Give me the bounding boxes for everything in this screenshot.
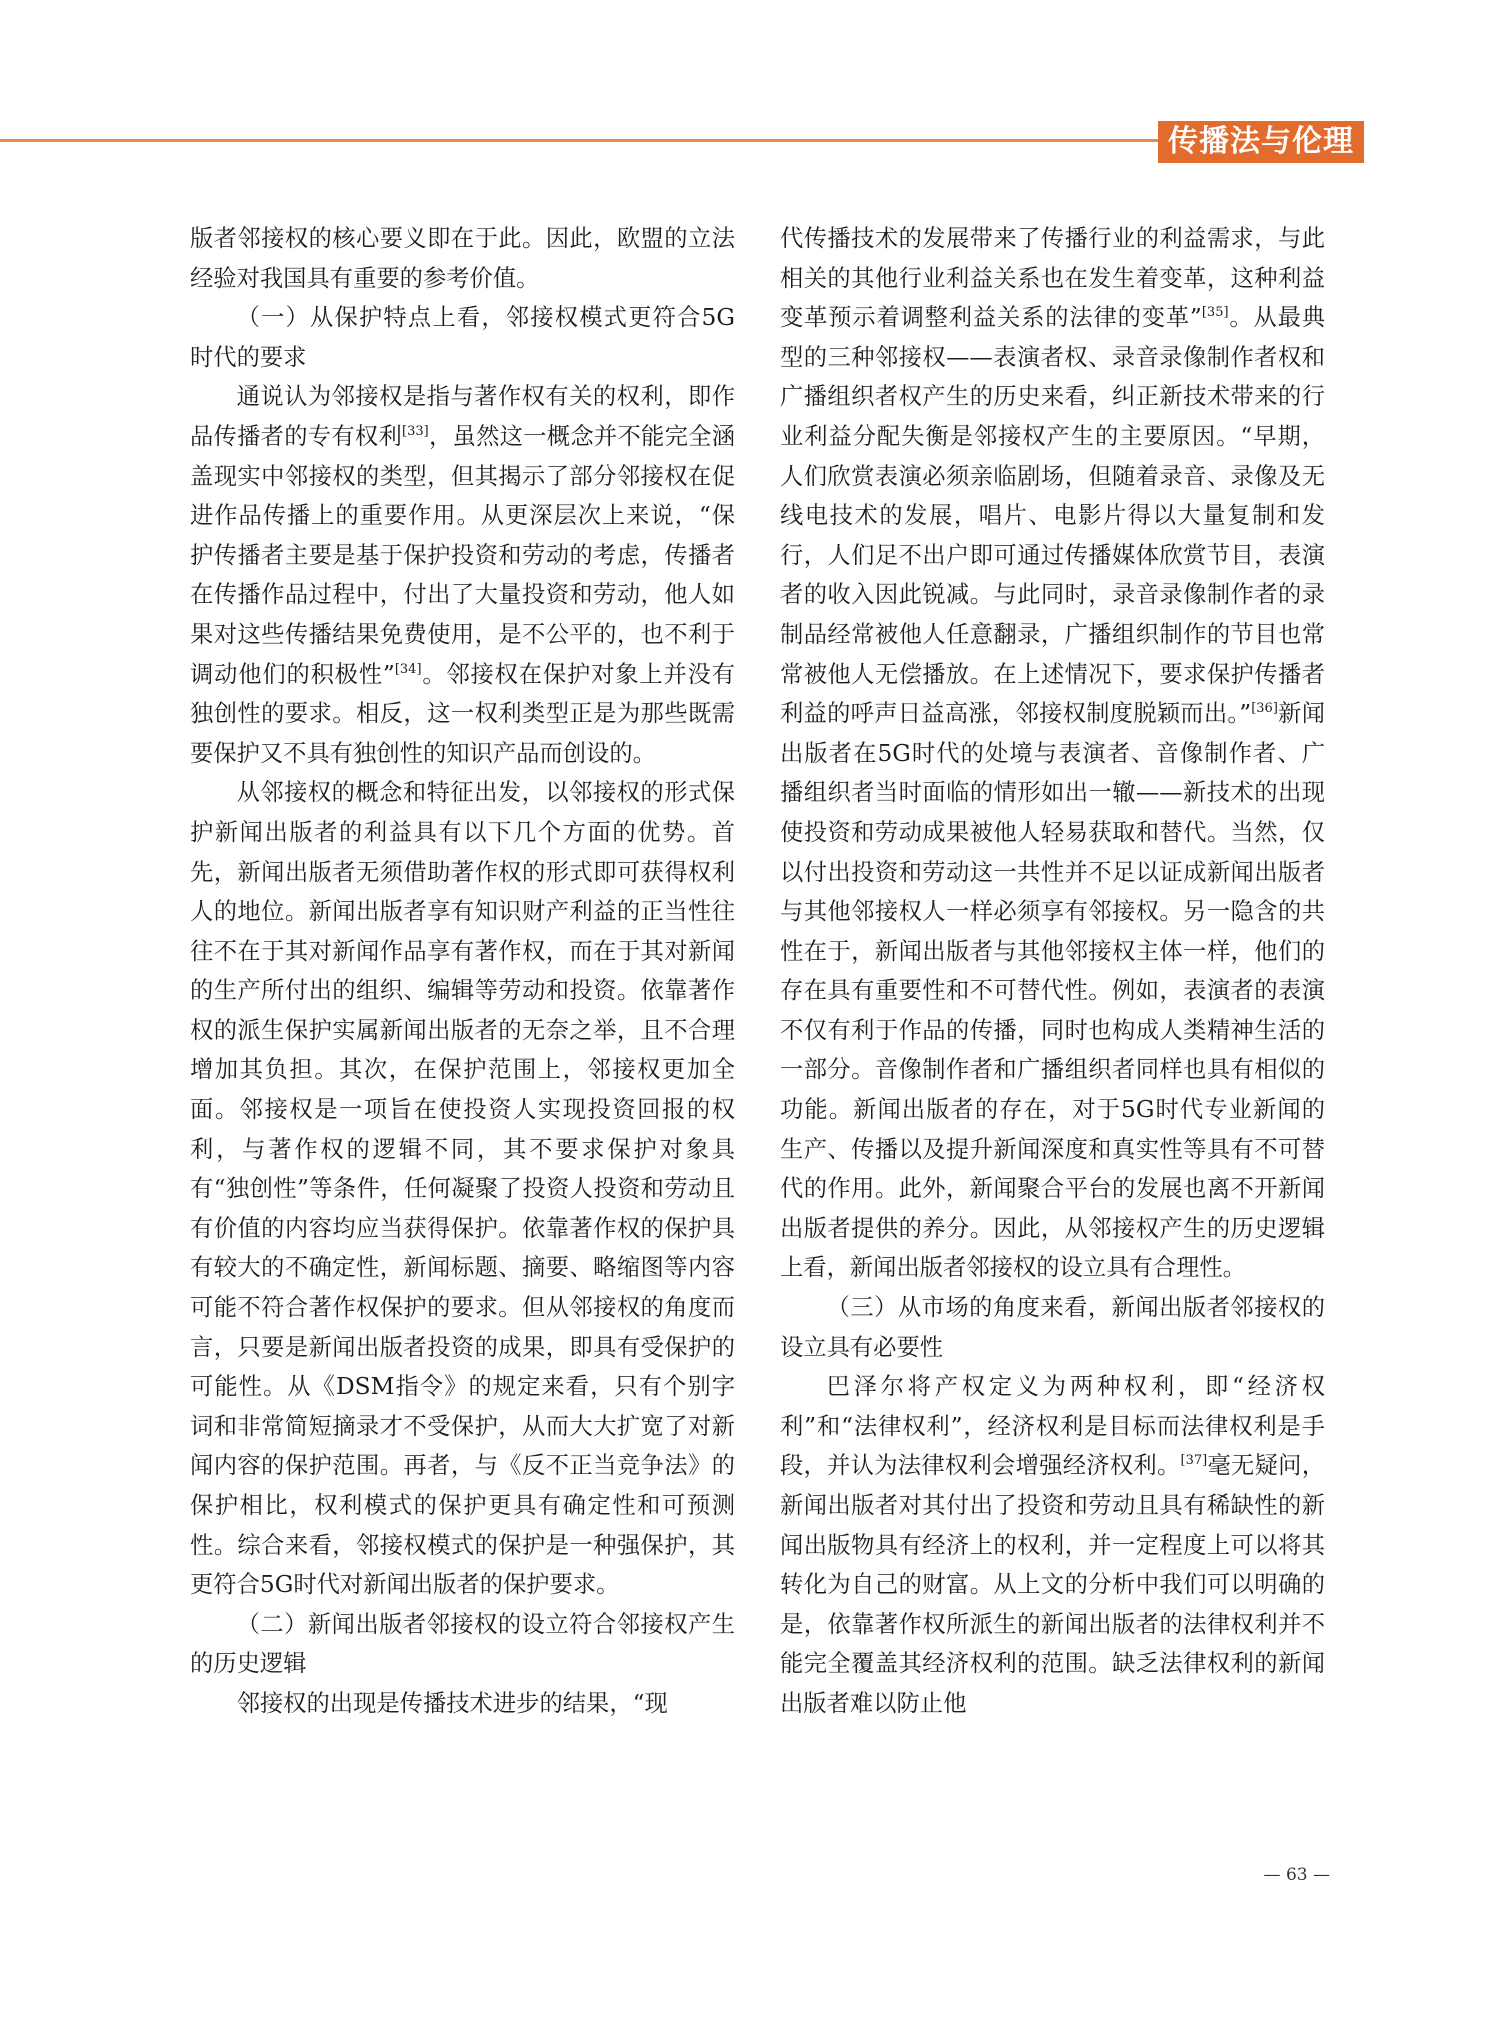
citation-ref: [35] xyxy=(1201,305,1229,321)
subheading: （一）从保护特点上看，邻接权模式更符合5G时代的要求 xyxy=(190,304,735,371)
paragraph: 从邻接权的概念和特征出发，以邻接权的形式保护新闻出版者的利益具有以下几个方面的优势。首先，新闻出版者无须借助著作权的形式即可获得权利人的地位。新闻出版者享有知识财产利益的正当性往往不在于其对新闻作品享有著作权，而在于其对新闻的生产所付出的组织、编辑等劳动和投资。依靠著作权的派生保护实属新闻出版者的无奈之举，且不合理增加其负担。其次，在保护范围上，邻接权更加全面。邻接权是一项旨在使投资人实现投资回报的权利，与著作权的逻辑不同，其不要求保护对象具有“独创性”等条件，任何凝聚了投资人投资和劳动且有价值的内容均应当获得保护。依靠著作权的保护具有较大的不确定性，新闻标题、摘要、略缩图等内容可能不符合著作权保护的要求。但从邻接权的角度而言，只要是新闻出版者投资的成果，即具有受保护的可能性。从《DSM指令》的规定来看，只有个别字词和非常简短摘录才不受保护，从而大大扩宽了对新闻内容的保护范围。再者，与《反不正当竞争法》的保护相比，权利模式的保护更具有确定性和可预测性。综合来看，邻接权模式的保护是一种强保护，其更符合5G时代对新闻出版者的保护要求。 xyxy=(190,779,735,1599)
subheading: （二）新闻出版者邻接权的设立符合邻接权产生的历史逻辑 xyxy=(190,1610,735,1678)
paragraph: 版者邻接权的核心要义即在于此。因此，欧盟的立法经验对我国具有重要的参考价值。 xyxy=(190,225,735,292)
citation-ref: [36] xyxy=(1251,701,1278,717)
paragraph: 代传播技术的发展带来了传播行业的利益需求，与此相关的其他行业利益关系也在发生着变革，这种利益变革预示着调整利益关系的法律的变革”[35]。从最典型的三种邻接权——表演者权、录音录像制作者权和广播组织者权产生的历史来看，纠正新技术带来的行业利益分配失衡是邻接权产生的主要原因。“早期，人们欣赏表演必须亲临剧场，但随着录音、录像及无线电技术的发展，唱片、电影片得以大量复制和发行，人们足不出户即可通过传播媒体欣赏节目，表演者的收入因此锐减。与此同时，录音录像制作者的录制品经常被他人任意翻录，广播组织制作的节目也常常被他人无偿播放。在上述情况下，要求保护传播者利益的呼声日益高涨，邻接权制度脱颖而出。”[36]新闻出版者在5G时代的处境与表演者、音像制作者、广播组织者当时面临的情形如出一辙——新技术的出现使投资和劳动成果被他人轻易获取和替代。当然，仅以付出投资和劳动这一共性并不足以证成新闻出版者与其他邻接权人一样必须享有邻接权。另一隐含的共性在于，新闻出版者与其他邻接权主体一样，他们的存在具有重要性和不可替代性。例如，表演者的表演不仅有利于作品的传播，同时也构成人类精神生活的一部分。音像制作者和广播组织者同样也具有相似的功能。新闻出版者的存在，对于5G时代专业新闻的生产、传播以及提升新闻深度和真实性等具有不可替代的作用。此外，新闻聚合平台的发展也离不开新闻出版者提供的养分。因此，从邻接权产生的历史逻辑上看，新闻出版者邻接权的设立具有合理性。 xyxy=(780,225,1326,1282)
paragraph: 邻接权的出现是传播技术进步的结果，“现 xyxy=(236,1689,668,1717)
paragraph: 通说认为邻接权是指与著作权有关的权利，即作品传播者的专有权利[33]，虽然这一概念并不能完全涵盖现实中邻接权的类型，但其揭示了部分邻接权在促进作品传播上的重要作用。从更深层次上来说，“保护传播者主要是基于保护投资和劳动的考虑，传播者在传播作品过程中，付出了大量投资和劳动，他人如果对这些传播结果免费使用，是不公平的，也不利于调动他们的积极性”[34]。邻接权在保护对象上并没有独创性的要求。相反，这一权利类型正是为那些既需要保护又不具有独创性的知识产品而创设的。 xyxy=(190,383,736,767)
citation-ref: [37] xyxy=(1180,1453,1208,1469)
paragraph: 巴泽尔将产权定义为两种权利，即“经济权利”和“法律权利”，经济权利是目标而法律权利是手段，并认为法律权利会增强经济权利。[37]毫无疑问，新闻出版者对其付出了投资和劳动且具有稀缺性的新闻出版物具有经济上的权利，并一定程度上可以将其转化为自己的财富。从上文的分析中我们可以明确的是，依靠著作权所派生的新闻出版者的法律权利并不能完全覆盖其经济权利的范围。缺乏法律权利的新闻出版者难以防止他 xyxy=(780,1373,1326,1717)
right-column xyxy=(780,219,1325,1724)
citation-ref: [33] xyxy=(402,424,429,440)
page-number: — 63 — xyxy=(1263,1865,1330,1885)
header-rule xyxy=(0,139,1160,142)
citation-ref: [34] xyxy=(394,661,422,677)
subheading: （三）从市场的角度来看，新闻出版者邻接权的设立具有必要性 xyxy=(780,1294,1325,1361)
left-column xyxy=(190,219,735,1724)
section-title: 传播法与伦理 xyxy=(1158,121,1364,163)
